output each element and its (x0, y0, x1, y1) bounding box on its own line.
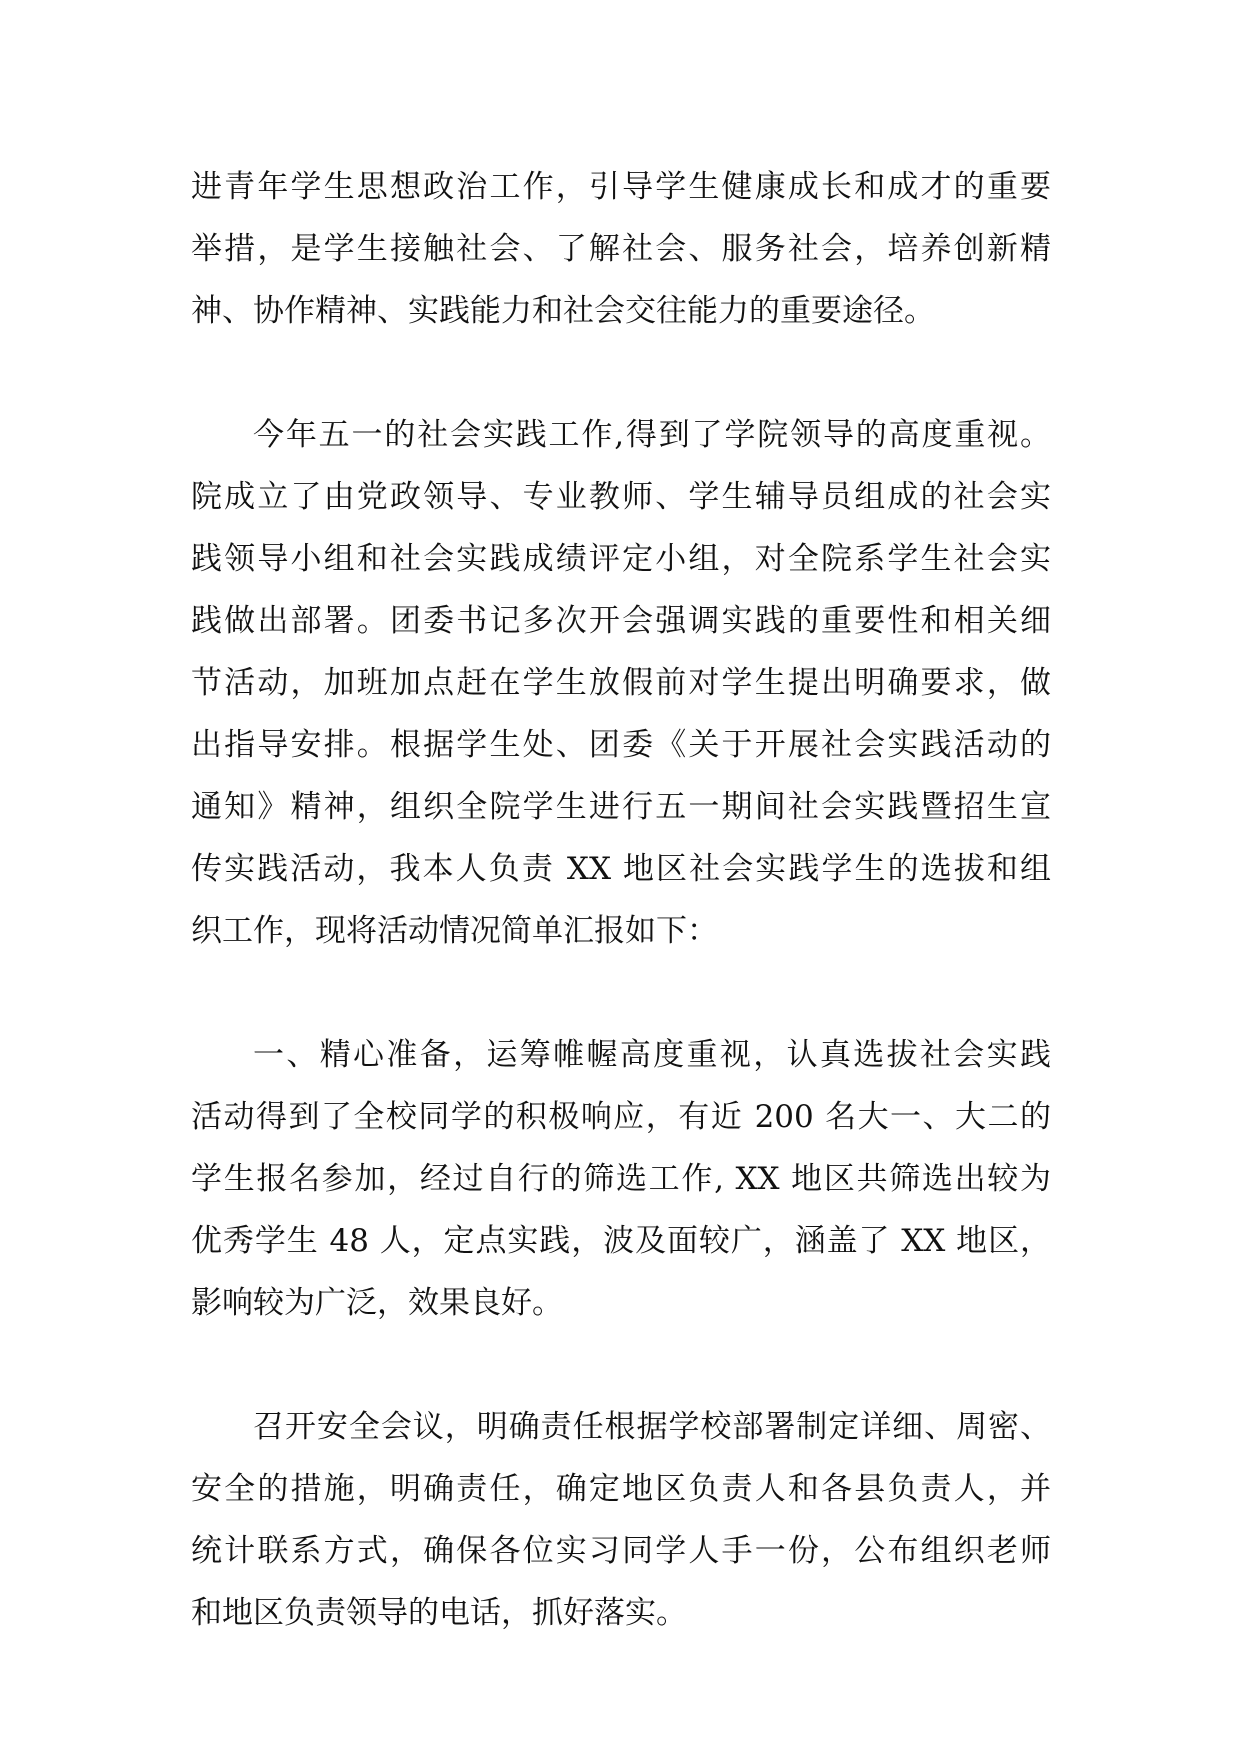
text-line: 院成立了由党政领导、专业教师、学生辅导员组成的社会实 (191, 479, 1051, 515)
paragraph (191, 1396, 1051, 1644)
text-line: 织工作，现将活动情况简单汇报如下： (191, 913, 718, 949)
text-line: 神、协作精神、实践能力和社会交往能力的重要途径。 (191, 293, 935, 329)
text-line: 一、精心准备，运筹帷幄高度重视，认真选拔社会实践 (253, 1037, 1051, 1073)
text-line: 举措，是学生接触社会、了解社会、服务社会，培养创新精 (191, 231, 1051, 267)
text-line: 优秀学生 48 人，定点实践，波及面较广，涵盖了 XX 地区， (191, 1223, 1051, 1259)
text-line: 今年五一的社会实践工作,得到了学院领导的高度重视。 (253, 417, 1051, 453)
text-line: 出指导安排。根据学生处、团委《关于开展社会实践活动的 (191, 727, 1051, 763)
text-line: 活动得到了全校同学的积极响应，有近 200 名大一、大二的 (191, 1099, 1051, 1135)
text-line: 进青年学生思想政治工作，引导学生健康成长和成才的重要 (191, 169, 1051, 205)
text-line: 统计联系方式，确保各位实习同学人手一份，公布组织老师 (191, 1533, 1051, 1569)
text-line: 通知》精神，组织全院学生进行五一期间社会实践暨招生宣 (191, 789, 1051, 825)
paragraph-spacer (191, 342, 1051, 404)
text-line: 践领导小组和社会实践成绩评定小组，对全院系学生社会实 (191, 541, 1051, 577)
paragraph (191, 404, 1051, 962)
paragraph-spacer (191, 962, 1051, 1024)
text-line: 和地区负责领导的电话，抓好落实。 (191, 1595, 687, 1631)
text-line: 节活动，加班加点赶在学生放假前对学生提出明确要求，做 (191, 665, 1051, 701)
text-line: 召开安全会议，明确责任根据学校部署制定详细、周密、 (253, 1409, 1051, 1445)
paragraph (191, 1024, 1051, 1334)
text-line: 传实践活动，我本人负责 XX 地区社会实践学生的选拔和组 (191, 851, 1051, 887)
text-line: 影响较为广泛，效果良好。 (191, 1285, 563, 1321)
paragraph-spacer (191, 1334, 1051, 1396)
document-body (191, 156, 1051, 1644)
text-line: 学生报名参加，经过自行的筛选工作, XX 地区共筛选出较为 (191, 1161, 1051, 1197)
text-line: 践做出部署。团委书记多次开会强调实践的重要性和相关细 (191, 603, 1051, 639)
paragraph (191, 156, 1051, 342)
text-line: 安全的措施，明确责任，确定地区负责人和各县负责人，并 (191, 1471, 1051, 1507)
